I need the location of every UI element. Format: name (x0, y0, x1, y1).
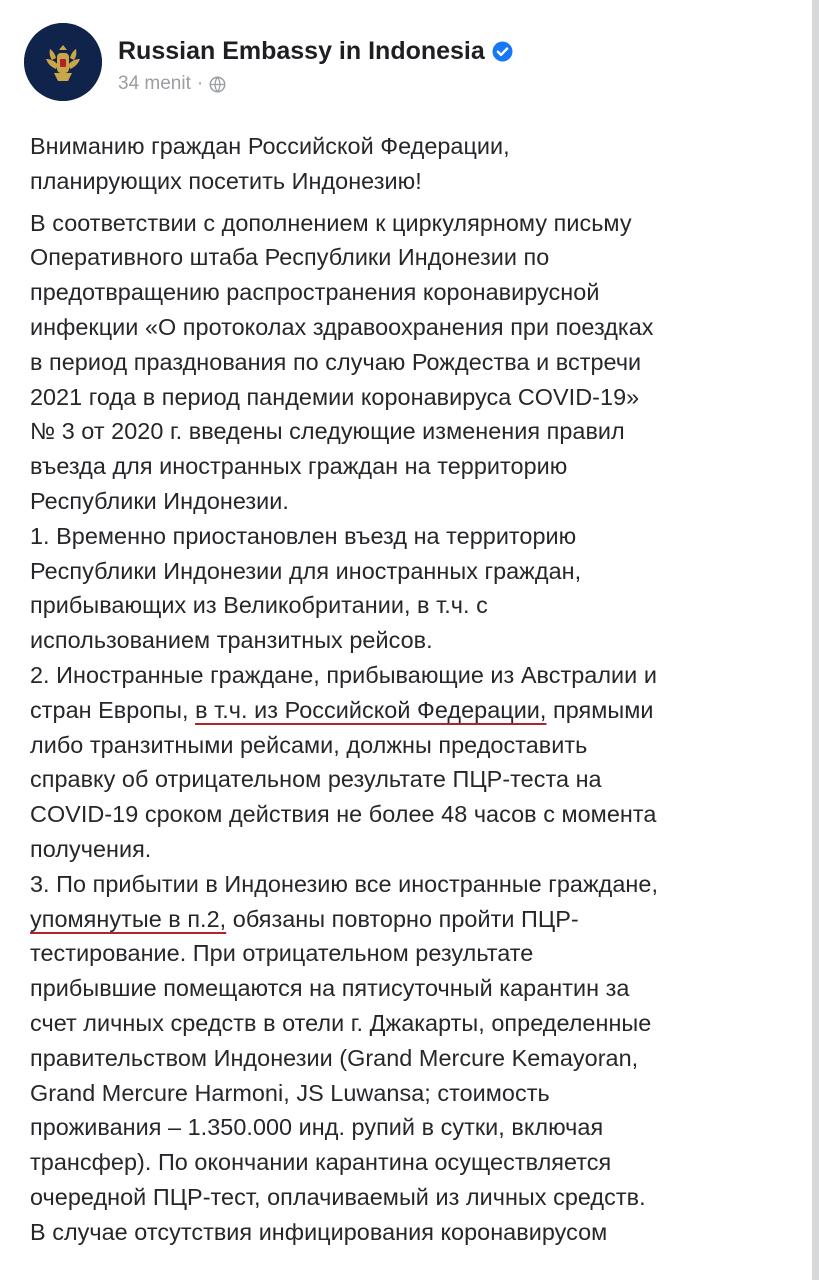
text-line: 2021 года в период пандемии коронавируса COVID-19» (30, 383, 640, 410)
text-line: инфекции «О протоколах здравоохранения при поездках (30, 313, 654, 340)
page-edge-divider (812, 0, 819, 1280)
page-avatar[interactable] (24, 23, 102, 101)
text-line: В случае отсутствия инфицирования коронавирусом (30, 1218, 608, 1245)
text-line: прибывающих из Великобритании, в т.ч. с (30, 592, 488, 619)
text-line: № 3 от 2020 г. введены следующие изменения правил (30, 418, 625, 445)
text-segment: стран Европы, (30, 696, 196, 723)
text-line: 1. Временно приостановлен въезд на территорию (30, 522, 577, 549)
meta-separator: · (196, 73, 204, 94)
text-line: использованием транзитных рейсов. (30, 627, 433, 654)
text-line: въезда для иностранных граждан на территорию (30, 453, 568, 480)
post-timestamp[interactable]: 34 menit (118, 73, 191, 94)
text-line: Grand Mercure Harmoni, JS Luwansa; стоимость (30, 1079, 550, 1106)
text-line: очередной ПЦР-тест, оплачиваемый из личных средств. (30, 1183, 646, 1210)
text-line: В соответствии с дополнением к циркулярному письму (30, 209, 632, 236)
text-line: проживания – 1.350.000 инд. рупий в сутки, включая (30, 1114, 604, 1141)
text-segment: прямыми (546, 696, 654, 723)
text-line: COVID-19 сроком действия не более 48 часов с момента (30, 801, 657, 828)
text-line: 3. По прибытии в Индонезию все иностранные граждане, (30, 870, 658, 897)
text-segment: обязаны повторно пройти ПЦР- (226, 905, 579, 932)
post-body (30, 129, 808, 1250)
text-line: правительством Индонезии (Grand Mercure Kemayoran, (30, 1044, 639, 1071)
text-line: 2. Иностранные граждане, прибывающие из Австралии и (30, 661, 657, 688)
text-line: счет личных средств в отели г. Джакарты, определенные (30, 1009, 652, 1036)
text-line: планирующих посетить Индонезию! (30, 167, 422, 194)
text-line: трансфер). По окончании карантина осуществляется (30, 1149, 612, 1176)
underlined-phrase: в т.ч. из Российской Федерации, (195, 696, 547, 723)
text-line: справку об отрицательном результате ПЦР-теста на (30, 766, 602, 793)
page-name[interactable] (118, 37, 513, 66)
text-line: тестирование. При отрицательном результате (30, 940, 534, 967)
verified-badge-icon (492, 41, 513, 62)
text-line (30, 902, 808, 937)
embassy-emblem-icon (24, 23, 102, 101)
globe-icon[interactable] (209, 76, 226, 93)
text-line: в период празднования по случаю Рождества и встречи (30, 348, 642, 375)
text-line: либо транзитными рейсами, должны предоставить (30, 731, 588, 758)
text-line (30, 693, 808, 728)
text-line: прибывшие помещаются на пятисуточный карантин за (30, 975, 630, 1002)
text-line: Вниманию граждан Российской Федерации, (30, 133, 510, 159)
text-line: Республики Индонезии для иностранных граждан, (30, 557, 582, 584)
post-meta (118, 73, 226, 95)
page-name-label[interactable]: Russian Embassy in Indonesia (118, 37, 485, 65)
text-line: предотвращению распространения коронавирусной (30, 279, 600, 306)
underlined-phrase: упомянутые в п.2, (30, 905, 227, 932)
text-line: Оперативного штаба Республики Индонезии по (30, 244, 550, 271)
text-line: Республики Индонезии. (30, 487, 289, 514)
text-line: получения. (30, 835, 152, 862)
